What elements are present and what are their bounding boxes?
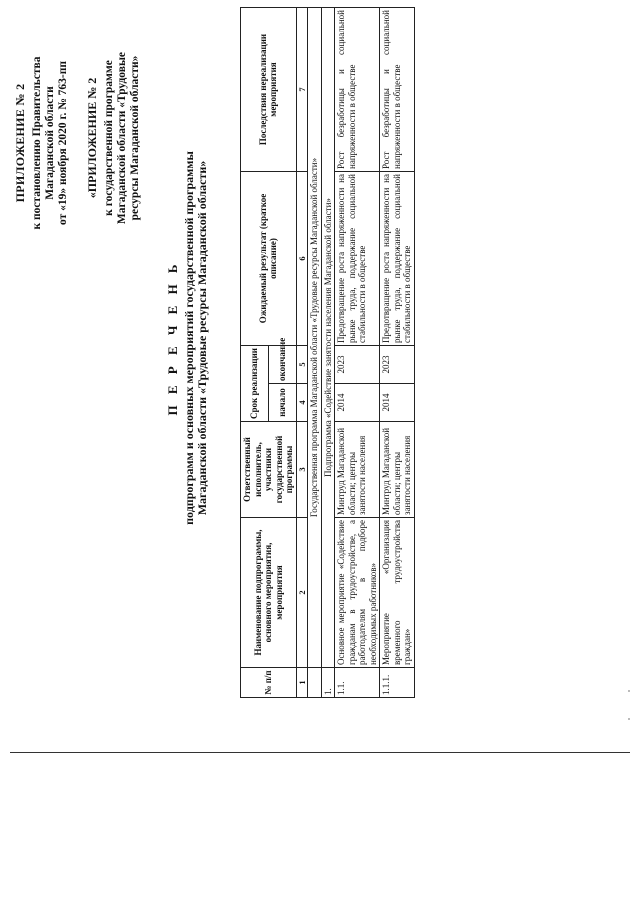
decree-line: к постановлению Правительства <box>31 56 43 230</box>
program-line: к государственной программе <box>103 60 115 216</box>
col-number: 5 <box>296 346 308 384</box>
table-row <box>335 8 380 698</box>
appendix-label: ПРИЛОЖЕНИЕ № 2 <box>13 83 27 203</box>
decree-line: Магаданской области <box>44 86 56 200</box>
program-line: Магаданской области «Трудовые <box>116 51 128 225</box>
row-consequences: Рост безработицы и социальной напряженности в обществе <box>335 8 380 172</box>
header-name: Наименование подпрограммы, основного мероприятия, мероприятия <box>241 518 297 668</box>
title-line: подпрограмм и основных мероприятий государственной программы <box>182 151 196 525</box>
row-num: 1.1.1. <box>380 668 415 698</box>
row-name: Основное мероприятие «Содействие гражданам в трудоустройстве, а работодателям в подборе необходимых работников» <box>335 518 380 668</box>
measures-table <box>240 7 415 698</box>
header-result: Ожидаемый результат (краткое описание) <box>241 172 297 346</box>
program-row <box>308 8 322 698</box>
row-consequences: Рост безработицы и социальной напряженности в обществе <box>380 8 415 172</box>
program-appendix-header <box>86 18 142 258</box>
title-line: Магаданской области «Трудовые ресурсы Магаданской области» <box>195 160 209 516</box>
col-number: 2 <box>296 518 308 668</box>
row-result: Предотвращение роста напряженности на рынке труда, поддержание социальной стабильности в обществе <box>335 172 380 346</box>
header-period: Срок реализации <box>241 346 269 422</box>
appendix-header <box>14 18 70 268</box>
row-result: Предотвращение роста напряженности на рынке труда, поддержание социальной стабильности в обществе <box>380 172 415 346</box>
col-number: 1 <box>296 668 308 698</box>
subprogram-title: Подпрограмма «Содействие занятости населения Магаданской области» <box>321 8 335 668</box>
header-end: окончание <box>268 346 296 384</box>
header-consequences: Последствия нереализации мероприятия <box>241 8 297 172</box>
table-row <box>380 8 415 698</box>
program-line: ресурсы Магаданской области» <box>129 55 141 221</box>
page-divider <box>10 752 630 753</box>
header-num: № п/п <box>241 668 297 698</box>
subprogram-num: 1. <box>321 668 335 698</box>
table-header-row <box>241 8 269 698</box>
scan-speck <box>628 718 630 720</box>
header-executor: Ответственный исполнитель, участники государственной программы <box>241 422 297 518</box>
col-number: 3 <box>296 422 308 518</box>
program-title: Государственная программа Магаданской области «Трудовые ресурсы Магаданской области» <box>308 8 322 668</box>
header-start: начало <box>268 384 296 422</box>
col-number: 7 <box>296 8 308 172</box>
title-main: П Е Р Е Ч Е Н Ь <box>165 260 180 416</box>
rotated-content <box>8 8 460 698</box>
row-executor: Минтруд Магаданской области; центры занятости населения <box>380 422 415 518</box>
row-start: 2014 <box>335 384 380 422</box>
column-numbers-row <box>296 8 308 698</box>
row-end: 2023 <box>380 346 415 384</box>
scan-speck <box>628 690 630 692</box>
decree-line: от «19» ноября 2020 г. № 763-пп <box>57 61 69 225</box>
col-number: 6 <box>296 172 308 346</box>
row-start: 2014 <box>380 384 415 422</box>
document-title <box>166 98 209 578</box>
row-end: 2023 <box>335 346 380 384</box>
subprogram-row <box>321 8 335 698</box>
row-name: Мероприятие «Организация временного трудоустройства граждан» <box>380 518 415 668</box>
row-executor: Минтруд Магаданской области; центры занятости населения <box>335 422 380 518</box>
col-number: 4 <box>296 384 308 422</box>
row-num: 1.1. <box>335 668 380 698</box>
appendix2-label: «ПРИЛОЖЕНИЕ № 2 <box>85 77 99 199</box>
